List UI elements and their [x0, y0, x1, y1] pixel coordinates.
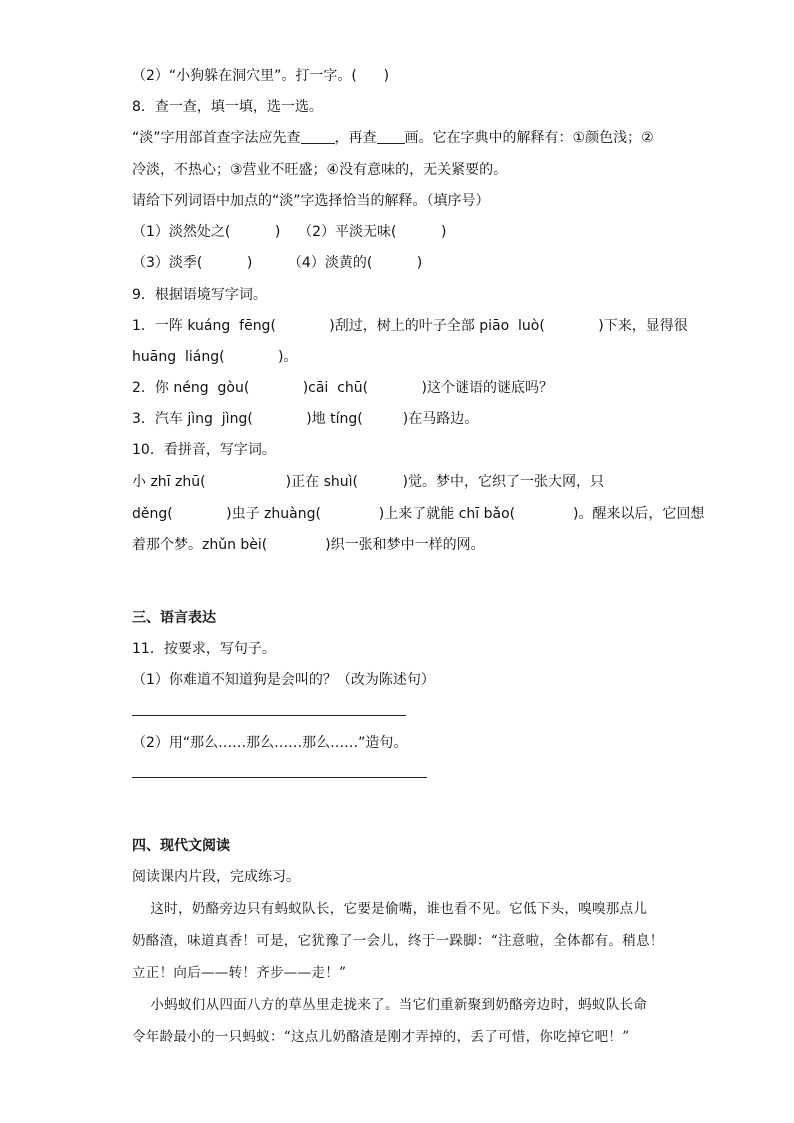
- answer-line-q11-1[interactable]: [132, 715, 406, 716]
- reading-intro: 阅读课内片段，完成练习。: [132, 869, 300, 885]
- passage-p2-line2: 令年龄最小的一只蚂蚁：“这点儿奶酪渣是刚才弄掉的，丢了可惜，你吃掉它吧！”: [132, 1029, 630, 1045]
- line-q8-e: （3）淡季( ) （4）淡黄的( ): [132, 255, 423, 271]
- line-q7-2: （2）“小狗躲在洞穴里”。打一字。( ): [132, 68, 390, 84]
- line-q8-a: [132, 128, 654, 148]
- passage-p1-line3: 立正！向后——转！齐步——走！”: [132, 965, 347, 981]
- q8-a-part3: 画。它在字典中的解释有：①颜色浅；②: [404, 130, 654, 146]
- line-q10-c: 着那个梦。zhǔn bèi( )织一张和梦中一样的网。: [132, 537, 485, 553]
- line-q9-1a: 1．一阵 kuáng fēng( )刮过，树上的叶子全部 piāo luò( )下来，显得很: [132, 318, 688, 334]
- answer-blank[interactable]: [377, 129, 405, 144]
- line-q9-1b: huāng liáng( )。: [132, 349, 298, 365]
- question-8-title: 8．查一查，填一填，选一选。: [132, 99, 323, 115]
- line-q8-d: （1）淡然处之( ) （2）平淡无味( ): [132, 224, 447, 240]
- passage-p1-line1: 这时，奶酪旁边只有蚂蚁队长，它要是偷嘴，谁也看不见。它低下头，嗅嗅那点儿: [132, 901, 648, 917]
- line-q11-2: （2）用“那么……那么……那么……”造句。: [132, 735, 408, 751]
- line-q8-c: 请给下列词语中加点的“淡”字选择恰当的解释。（填序号）: [132, 193, 490, 209]
- passage-p2-line1: 小蚂蚁们从四面八方的草丛里走拢来了。当它们重新聚到奶酪旁边时，蚂蚁队长命: [132, 997, 648, 1013]
- passage-p1-line2: 奶酪渣，味道真香！可是，它犹豫了一会儿，终于一跺脚：“注意啦，全体都有。稍息！: [132, 933, 664, 949]
- q8-a-part2: ，再查: [334, 130, 377, 146]
- line-q9-3: 3．汽车 jìng jìng( )地 tíng( )在马路边。: [132, 411, 479, 427]
- question-9-title: 9．根据语境写字词。: [132, 287, 267, 303]
- q8-a-part1: “淡”字用部首查字法应先查: [132, 130, 301, 146]
- answer-blank[interactable]: [301, 129, 335, 144]
- section-4-heading: 四、现代文阅读: [132, 838, 230, 854]
- question-11-title: 11．按要求，写句子。: [132, 641, 276, 657]
- line-q10-b: děng( )虫子 zhuàng( )上来了就能 chī bǎo( )。醒来以后，它回想: [132, 506, 705, 522]
- line-q11-1: （1）你难道不知道狗是会叫的？（改为陈述句）: [132, 672, 435, 688]
- answer-line-q11-2[interactable]: [132, 777, 427, 778]
- line-q9-2: 2．你 néng gòu( )cāi chū( )这个谜语的谜底吗？: [132, 380, 553, 396]
- section-3-heading: 三、语言表达: [132, 610, 216, 626]
- line-q10-a: 小 zhī zhū( )正在 shuì( )觉。梦中，它织了一张大网，只: [132, 474, 604, 490]
- question-10-title: 10．看拼音，写字词。: [132, 442, 276, 458]
- line-q8-b: 冷淡，不热心；③营业不旺盛；④没有意味的，无关紧要的。: [132, 162, 508, 178]
